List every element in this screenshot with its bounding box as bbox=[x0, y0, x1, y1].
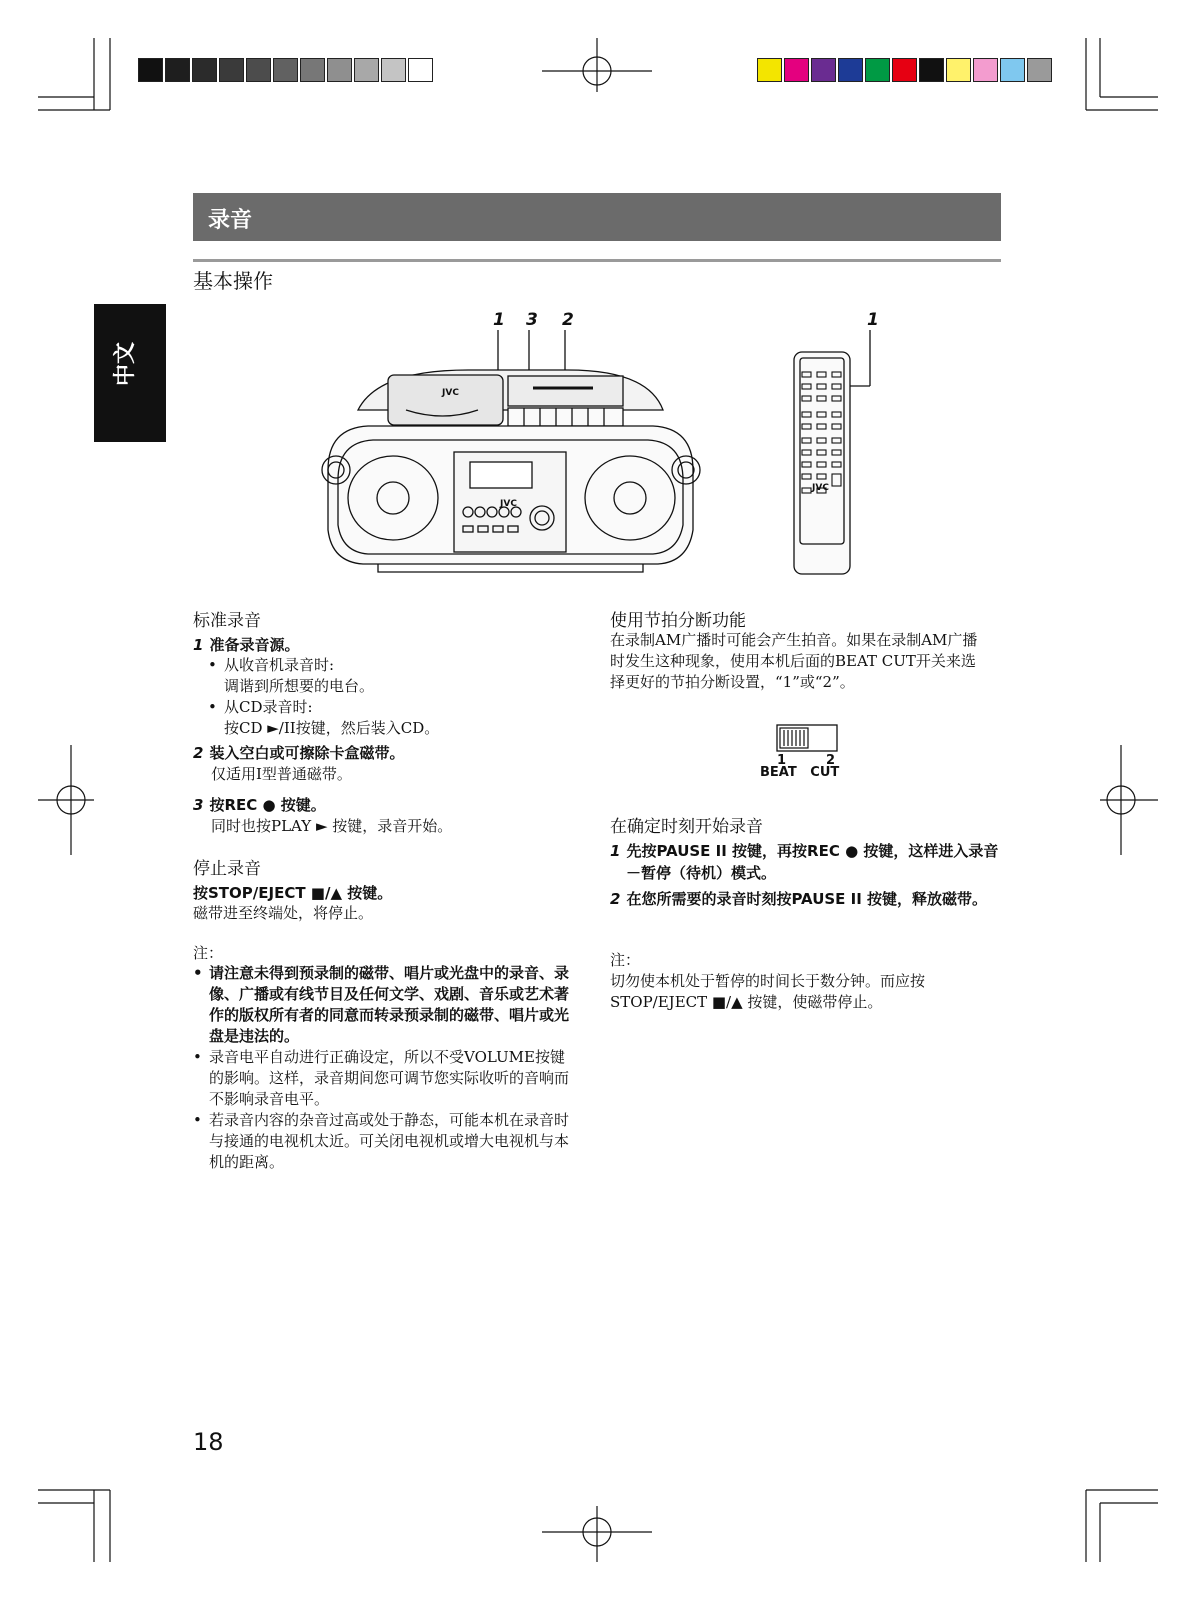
timed-step-2 bbox=[610, 888, 1011, 910]
boombox-brand-top: JVC bbox=[442, 388, 459, 398]
step-text: 在您所需要的录音时刻按PAUSE II 按键，释放磁带。 bbox=[626, 890, 988, 908]
color-swatch bbox=[973, 58, 998, 82]
note-noise: • 若录音内容的杂音过高或处于静态，可能本机在录音时与接通的电视机太近。可关闭电视机或增大电视机与本机的距离。 bbox=[193, 1110, 578, 1173]
gray-swatch bbox=[408, 58, 433, 82]
gray-swatch bbox=[219, 58, 244, 82]
section-title-bar bbox=[193, 193, 1001, 241]
gray-swatch bbox=[354, 58, 379, 82]
switch-label: BEAT CUT bbox=[760, 765, 840, 780]
boombox-illustration bbox=[318, 330, 703, 580]
gray-swatch bbox=[165, 58, 190, 82]
bullet-cd-title: • 从CD录音时: bbox=[208, 697, 578, 718]
color-swatch bbox=[784, 58, 809, 82]
color-swatch bbox=[946, 58, 971, 82]
color-swatch bbox=[811, 58, 836, 82]
step-1 bbox=[193, 634, 299, 656]
gray-scale-bar bbox=[138, 0, 438, 90]
step-text: 准备录音源。 bbox=[209, 636, 300, 654]
step-3-detail: 同时也按PLAY ► 按键，录音开始。 bbox=[211, 817, 453, 835]
language-label: 中文 bbox=[113, 341, 138, 386]
timed-step-1 bbox=[610, 840, 1011, 884]
gray-swatch bbox=[381, 58, 406, 82]
gray-swatch bbox=[192, 58, 217, 82]
step-2-detail: 仅适用I型普通磁带。 bbox=[211, 765, 352, 783]
right-note-label: 注： bbox=[610, 951, 641, 969]
beat-cut-heading: 使用节拍分断功能 bbox=[610, 611, 746, 631]
bullet-radio-text: 调谐到所想要的电台。 bbox=[224, 677, 375, 695]
callout-3: 3 bbox=[526, 310, 538, 330]
boombox-brand-panel: JVC bbox=[500, 499, 517, 509]
step-text: 装入空白或可擦除卡盒磁带。 bbox=[209, 744, 405, 762]
step-number: 1 bbox=[610, 842, 621, 860]
standard-recording-heading: 标准录音 bbox=[193, 611, 261, 631]
callout-remote-1: 1 bbox=[867, 310, 879, 330]
bullet-radio-title: • 从收音机录音时: bbox=[208, 655, 578, 676]
right-note-text: 切勿使本机处于暂停的时间长于数分钟。而应按STOP/EJECT ■/▲ 按键，使磁带停止。 bbox=[610, 972, 926, 1011]
step-text: 按REC ● 按键。 bbox=[209, 796, 326, 814]
step-2 bbox=[193, 742, 404, 764]
timed-recording-heading: 在确定时刻开始录音 bbox=[610, 817, 763, 837]
remote-control-illustration bbox=[790, 330, 880, 580]
step-3 bbox=[193, 794, 326, 816]
gray-swatch bbox=[138, 58, 163, 82]
color-swatch bbox=[919, 58, 944, 82]
callout-2: 2 bbox=[562, 310, 574, 330]
switch-position-2: 2 bbox=[826, 753, 836, 768]
gray-swatch bbox=[273, 58, 298, 82]
color-swatch bbox=[892, 58, 917, 82]
color-swatch bbox=[838, 58, 863, 82]
title-rule bbox=[193, 259, 1001, 262]
beat-cut-switch bbox=[776, 724, 838, 754]
notes-list bbox=[193, 963, 578, 1173]
section-title: 录音 bbox=[208, 208, 253, 233]
stop-instruction: 按STOP/EJECT ■/▲ 按键。 bbox=[193, 884, 393, 902]
step-number: 2 bbox=[610, 890, 621, 908]
source-options bbox=[208, 655, 578, 739]
page-number: 18 bbox=[193, 1428, 224, 1456]
subsection-title: 基本操作 bbox=[193, 269, 273, 293]
step-text: 先按PAUSE II 按键，再按REC ● 按键，这样进入录音－暂停（待机）模式。 bbox=[626, 842, 999, 882]
beat-cut-text: 在录制AM广播时可能会产生拍音。如果在录制AM广播时发生这种现象，使用本机后面的BEAT CUT开关来选择更好的节拍分断设置，“1”或“2”。 bbox=[610, 631, 978, 691]
switch-position-1: 1 bbox=[777, 753, 787, 768]
stop-detail: 磁带进至终端处，将停止。 bbox=[193, 904, 374, 922]
gray-swatch bbox=[246, 58, 271, 82]
gray-swatch bbox=[300, 58, 325, 82]
note-copyright: • 请注意未得到预录制的磁带、唱片或光盘中的录音、录像、广播或有线节目及任何文学、戏剧、音乐或艺术著作的版权所有者的同意而转录预录制的磁带、唱片或光盘是违法的。 bbox=[193, 963, 578, 1047]
language-side-tab bbox=[94, 304, 166, 442]
note-level: • 录音电平自动进行正确设定，所以不受VOLUME按键的影响。这样，录音期间您可调节您实际收听的音响而不影响录音电平。 bbox=[193, 1047, 578, 1110]
color-swatch bbox=[865, 58, 890, 82]
gray-swatch bbox=[327, 58, 352, 82]
color-swatch bbox=[757, 58, 782, 82]
step-number: 2 bbox=[193, 744, 204, 762]
step-number: 1 bbox=[193, 636, 204, 654]
remote-brand: JVC bbox=[812, 483, 829, 493]
stop-recording-heading: 停止录音 bbox=[193, 859, 261, 879]
notes-label: 注： bbox=[193, 944, 224, 962]
color-swatch bbox=[1000, 58, 1025, 82]
color-bar bbox=[757, 0, 1057, 90]
step-number: 3 bbox=[193, 796, 204, 814]
callout-1: 1 bbox=[493, 310, 505, 330]
bullet-cd-text: 按CD ►/II按键，然后装入CD。 bbox=[224, 719, 440, 737]
color-swatch bbox=[1027, 58, 1052, 82]
